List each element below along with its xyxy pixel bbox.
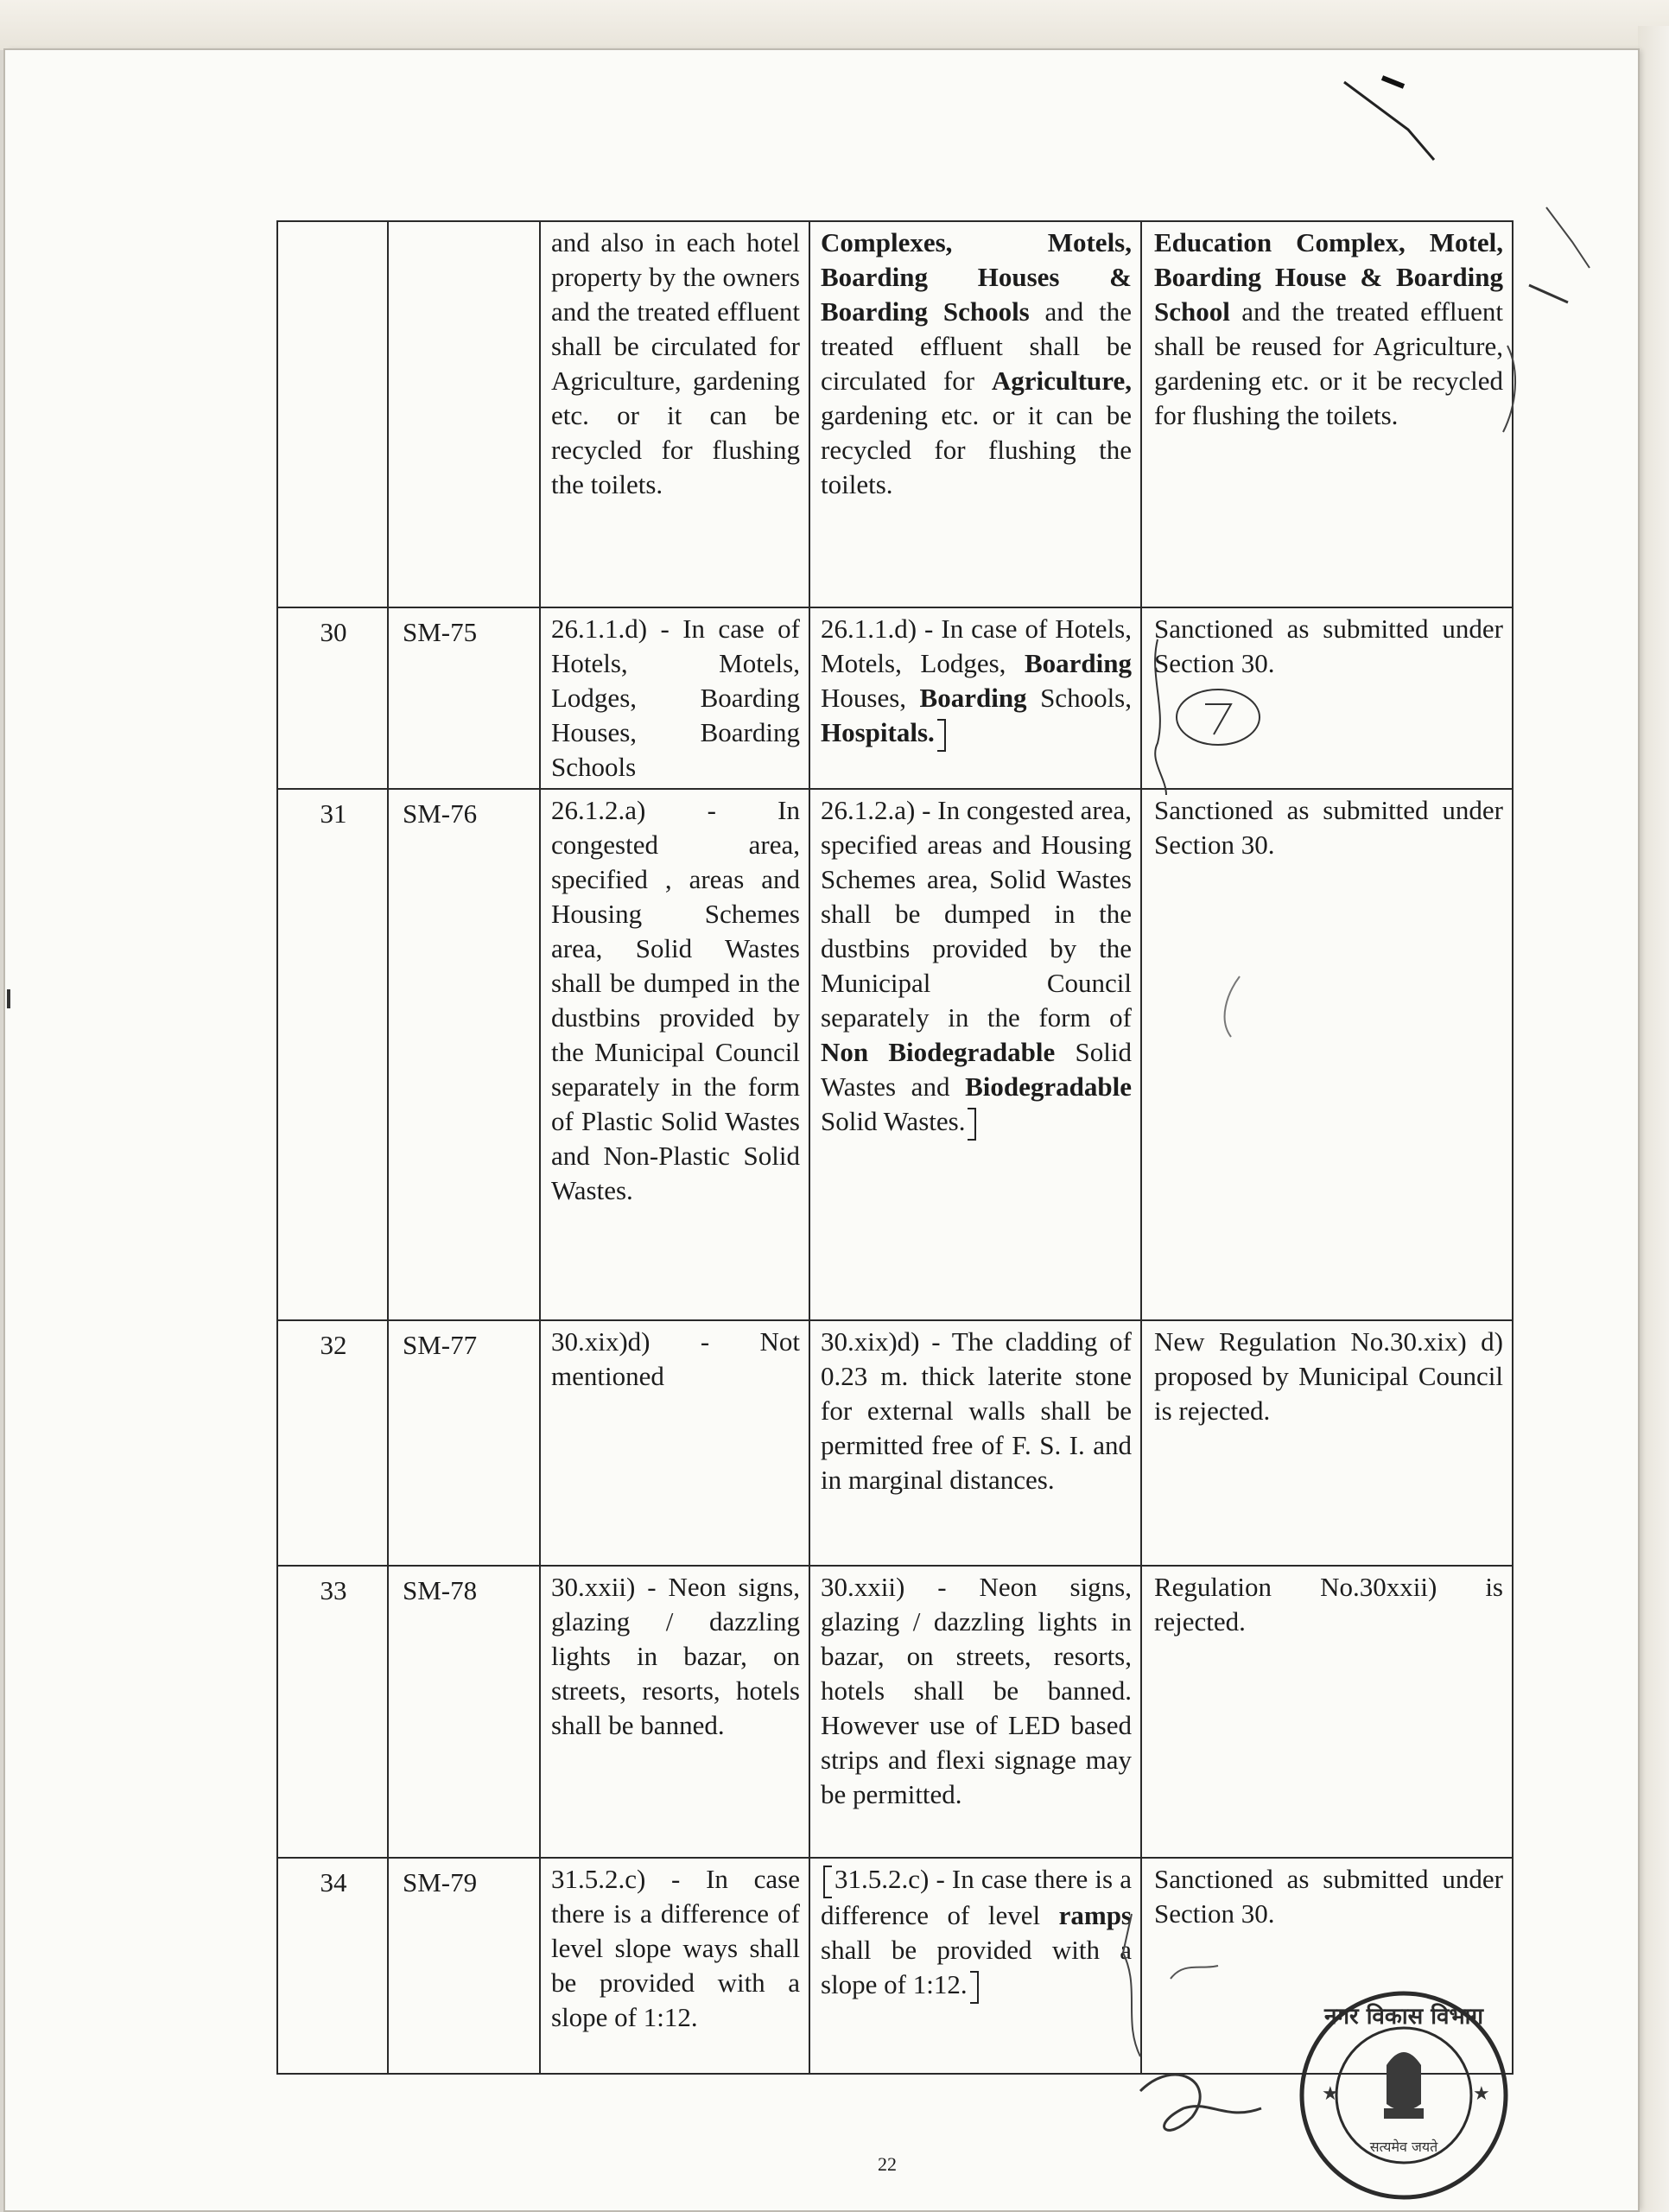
text-run: Schools, [1026,683,1132,713]
text-run: gardening etc. or it can be recycled for flushing the toilets. [821,400,1132,499]
table-row [277,789,1513,1320]
handwritten-bracket [937,719,946,752]
text-run: Solid Wastes and [821,1037,1132,1102]
text-run: 26.1.1.d) - In case of Hotels, Motels, Lodges, [821,613,1132,678]
proposed-regulation-cell: 30.xix)d) - The cladding of 0.23 m. thick laterite stone for external walls shall be permitted free of F. S. I. and in marginal distances. [809,1320,1141,1566]
text-run: Houses, [821,683,920,713]
decision-cell [1141,221,1513,607]
bold-text: Boarding [1024,648,1132,678]
reference-cell: SM-79 [388,1858,540,2074]
serial-number-cell: 32 [277,1320,388,1566]
seal-lower-text: सत्यमेव जयते [1369,2139,1438,2155]
modifications-table [276,220,1514,2075]
decision-cell: Sanctioned as submitted under Section 30. [1141,1858,1513,2074]
text-run: and the treated effluent shall be circulated for [821,296,1132,396]
reference-cell: SM-78 [388,1566,540,1858]
text-run: In [682,613,706,644]
reference-cell: SM-77 [388,1320,540,1566]
original-regulation-cell: and also in each hotel property by the owners and the treated effluent shall be circulated for Agriculture, gardening etc. or it can be recycled for flushing the toilets. [540,221,809,607]
official-seal [1287,1979,1512,2212]
original-regulation-cell: 31.5.2.c) - In case there is a difference of level slope ways shall be provided with a slope of 1:12. [540,1858,809,2074]
text-run: 31.5.2.c) - In case there is a difference of level [821,1864,1132,1930]
seal-star: ★ [1322,2083,1339,2105]
decision-cell: Regulation No.30xxii) is rejected. [1141,1566,1513,1858]
handwritten-bracket [970,1971,979,2004]
serial-number-cell [277,221,388,607]
reference-cell [388,221,540,607]
proposed-regulation-cell [809,1858,1141,2074]
text-run: and the treated effluent shall be reused for Agriculture, gardening etc. or it be recycled for flushing the toilets. [1154,296,1503,430]
bold-text: Agriculture, [991,365,1132,396]
table-row [277,221,1513,607]
text-run: 26.1.2.a) - In congested area, specified areas and Housing Schemes area, Solid Wastes shall be dumped in the dustbins provided by the Municipal Council separately in the form of [821,795,1132,1033]
original-regulation-cell [540,607,809,789]
bold-text: ramps [1058,1899,1132,1930]
original-regulation-cell: 30.xxii) - Neon signs, glazing / dazzling lights in bazar, on streets, resorts, hotels shall be banned. [540,1566,809,1858]
seal-star: ★ [1473,2083,1490,2105]
serial-number-cell: 30 [277,607,388,789]
original-regulation-cell: 30.xix)d) - Not mentioned [540,1320,809,1566]
bold-text: Non Biodegradable [821,1037,1056,1067]
bold-text: Boarding [919,683,1027,713]
proposed-regulation-cell [809,607,1141,789]
proposed-regulation-cell [809,789,1141,1320]
bold-text: Biodegradable [965,1071,1132,1102]
text-run: 26.1.1.d) - [551,613,683,644]
bold-text: Complexes, Motels, Boarding Houses & Boarding Schools [821,227,1132,327]
text-run: shall be provided with a slope of 1:12. [821,1934,1132,1999]
decision-cell: Sanctioned as submitted under Section 30. [1141,607,1513,789]
table-row [277,1566,1513,1858]
text-run: case of Hotels, Motels, Lodges, Boarding Houses, Boarding Schools [551,613,800,782]
seal-text: नगर विकास विभाग [1323,2004,1484,2030]
proposed-regulation-cell: 30.xxii) - Neon signs, glazing / dazzling lights in bazar, on streets, resorts, hotels shall be banned. However use of LED based strips and flexi signage may be permitted. [809,1566,1141,1858]
decision-cell: New Regulation No.30.xix) d) proposed by Municipal Council is rejected. [1141,1320,1513,1566]
text-run: Solid Wastes. [821,1106,966,1136]
bold-text: Education Complex, Motel, Boarding House & Boarding School [1154,227,1503,327]
decision-cell: Sanctioned as submitted under Section 30. [1141,789,1513,1320]
original-regulation-cell: 26.1.2.a) - In congested area, specified , areas and Housing Schemes area, Solid Wastes shall be dumped in the dustbins provided by the Municipal Council separately in the form of Plastic Solid Wastes and Non-Plastic Solid Wastes. [540,789,809,1320]
reference-cell: SM-76 [388,789,540,1320]
reference-cell: SM-75 [388,607,540,789]
bold-text: Hospitals. [821,717,935,747]
handwritten-bracket [823,1866,832,1898]
table-row [277,1320,1513,1566]
handwritten-bracket [968,1108,976,1141]
serial-number-cell: 33 [277,1566,388,1858]
serial-number-cell: 31 [277,789,388,1320]
serial-number-cell: 34 [277,1858,388,2074]
table-row [277,607,1513,789]
scan-top-strip [0,0,1669,50]
paper-edge [1638,26,1669,2212]
scan-mark [7,989,10,1008]
page-number: 22 [878,2153,897,2175]
proposed-regulation-cell [809,221,1141,607]
